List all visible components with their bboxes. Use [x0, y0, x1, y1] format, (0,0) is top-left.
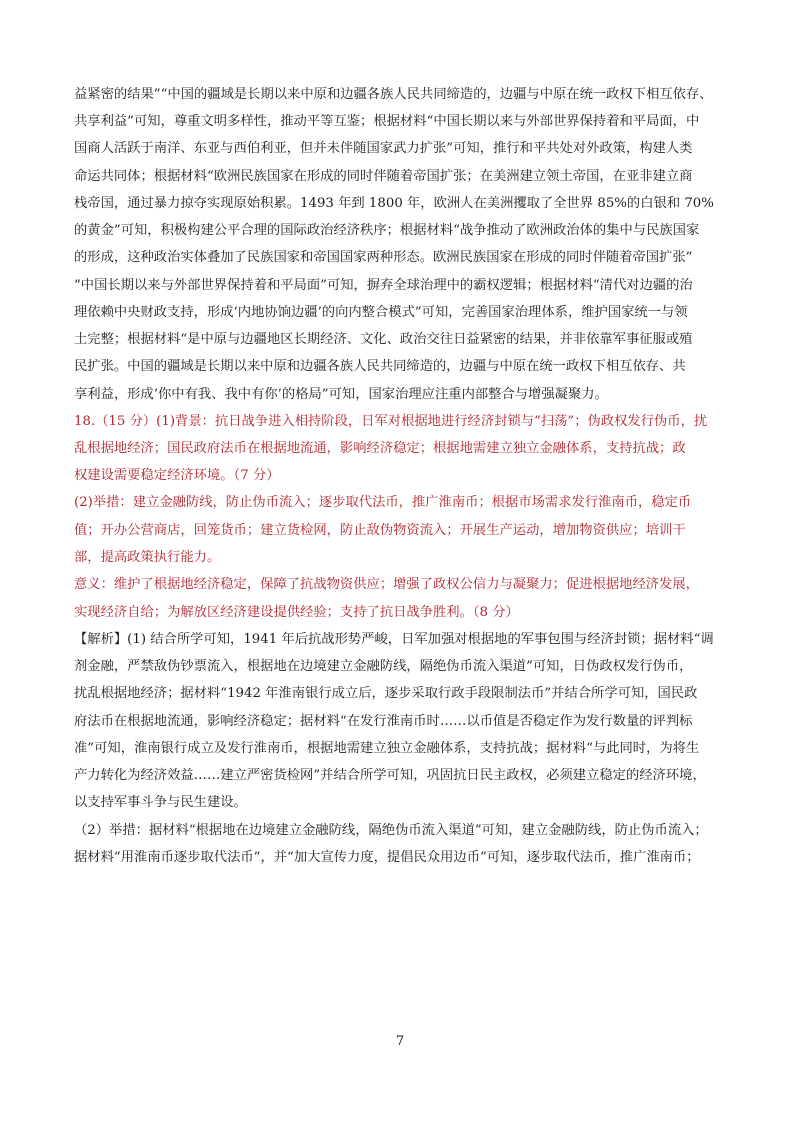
text-line: 据材料“用淮南币逐步取代法币”，并“加大宣传力度，提倡民众用边币”可知，逐步取代法币，推广淮南币； [74, 850, 700, 865]
text-line: 意义：维护了根据地经济稳定，保障了抗战物资供应；增强了政权公信力与凝聚力；促进根据地经济发展， [74, 577, 699, 592]
text-line: 剂金融，严禁敌伪钞票流入，根据地在边境建立金融防线，隔绝伪币流入渠道”可知，日伪政权发行伪币， [74, 659, 693, 674]
text-line: 值；开办公营商店，回笼货币；建立货检网，防止敌伪物资流入；开展生产运动，增加物资供应；培训干 [74, 523, 686, 538]
text-line: 享利益，形成‘你中有我、我中有你’的格局”可知，国家治理应注重内部整合与增强凝聚力。 [74, 387, 608, 402]
text-line: 以支持军事斗争与民生建设。 [74, 795, 247, 810]
text-line: 实现经济自给；为解放区经济建设提供经验；支持了抗日战争胜利。（8 分） [74, 605, 519, 620]
text-line: （2）举措：据材料“根据地在边境建立金融防线，隔绝伪币流入渠道”可知，建立金融防线，防止伪币流入； [74, 823, 708, 838]
text-line: 18.（15 分）(1)背景：抗日战争进入相持阶段，日军对根据地进行经济封锁与“扫荡”；伪政权发行伪币，扰 [74, 414, 708, 429]
text-line: 栈帝国，通过暴力掠夺实现原始积累。1493 年到 1800 年，欧洲人在美洲攫取了全世界 85%的白银和 70% [74, 196, 714, 211]
text-line: 扰乱根据地经济；据材料“1942 年淮南银行成立后，逐步采取行政手段限制法币”并结合所学可知，国民政 [74, 686, 698, 701]
text-line: “中国长期以来与外部世界保持着和平局面”可知，摒弃全球治理中的霸权逻辑；根据材料“清代对边疆的治 [74, 278, 693, 293]
text-line: 国商人活跃于南洋、东亚与西伯利亚，但并未伴随国家武力扩张”可知，推行和平共处对外政策，构建人类 [74, 141, 693, 156]
text-line: 命运共同体；根据材料“欧洲民族国家在形成的同时伴随着帝国扩张；在美洲建立领土帝国，在亚非建立商 [74, 169, 693, 184]
text-line: 乱根据地经济；国民政府法币在根据地流通，影响经济稳定；根据地需建立独立金融体系，支持抗战；政 [74, 441, 686, 456]
text-line: 土完整；根据材料“是中原与边疆地区长期经济、文化、政治交往日益紧密的结果，并非依靠军事征服或殖 [74, 332, 693, 347]
text-line: 益紧密的结果”“中国的疆域是长期以来中原和边疆各族人民共同缔造的，边疆与中原在统一政权下相互依存、 [74, 87, 713, 102]
text-line: 准”可知，淮南银行成立及发行淮南币，根据地需建立独立金融体系，支持抗战；据材料“与此同时，为将生 [74, 741, 700, 756]
text-line: (2)举措：建立金融防线，防止伪币流入；逐步取代法币，推广淮南币；根据市场需求发行淮南币，稳定币 [74, 495, 692, 510]
text-line: 【解析】(1) 结合所学可知，1941 年后抗战形势严峻，日军加强对根据地的军事包围与经济封锁；据材料“调 [74, 632, 714, 647]
text-line: 权建设需要稳定经济环境。（7 分） [74, 468, 280, 483]
text-line: 民扩张。中国的疆域是长期以来中原和边疆各族人民共同缔造的，边疆与中原在统一政权下相互依存、共 [74, 359, 686, 374]
text-line: 理依赖中央财政支持，形成‘内地协饷边疆’的向内整合模式”可知，完善国家治理体系，维护国家统一与领 [74, 305, 688, 320]
text-line: 府法币在根据地流通，影响经济稳定；据材料“在发行淮南币时……以币值是否稳定作为发行数量的评判标 [74, 714, 693, 729]
text-line: 部，提高政策执行能力。 [74, 550, 221, 565]
text-line: 产力转化为经济效益……建立严密货检网”并结合所学可知，巩固抗日民主政权，必须建立稳定的经济环境， [74, 768, 706, 783]
page-number: 7 [395, 1034, 405, 1049]
text-line: 共享利益”可知，尊重文明多样性，推动平等互鉴；根据材料“中国长期以来与外部世界保持着和平局面，中 [74, 114, 700, 129]
text-line: 的黄金”可知，积极构建公平合理的国际政治经济秩序；根据材料“战争推动了欧洲政治体的集中与民族国家 [74, 223, 700, 238]
text-line: 的形成，这种政治实体叠加了民族国家和帝国国家两种形态。欧洲民族国家在形成的同时伴随着帝国扩张” [74, 250, 693, 265]
